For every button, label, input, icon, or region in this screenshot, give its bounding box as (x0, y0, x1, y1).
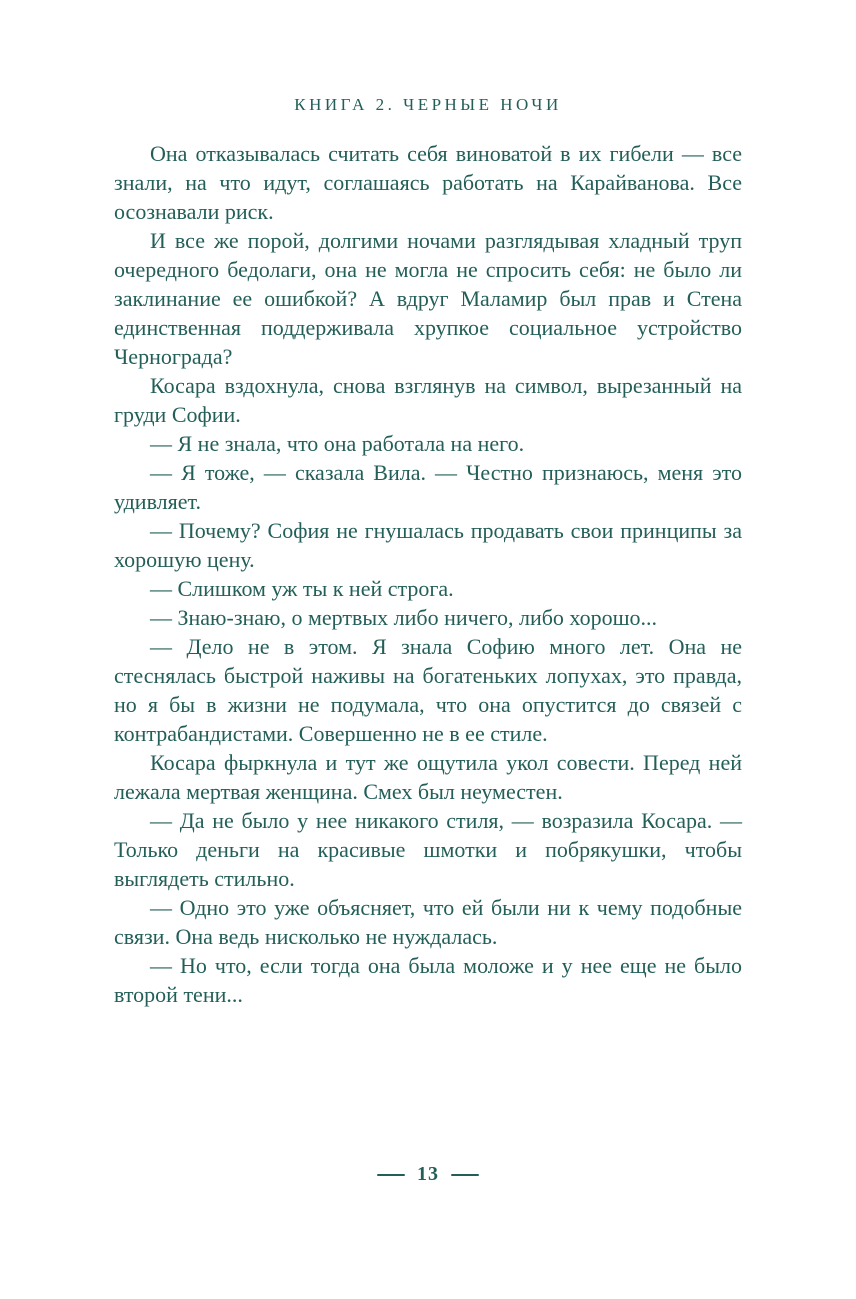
page-footer (0, 1163, 856, 1186)
footer-left-rule (377, 1174, 405, 1176)
paragraph: — Дело не в этом. Я знала Софию много лет. Она не стеснялась быстрой наживы на богатеньких лопухах, это правда, но я бы в жизни не подумала, что она опустится до связей с контрабандистами. Совершенно не в ее стиле. (114, 634, 742, 746)
paragraph: Косара вздохнула, снова взглянув на символ, вырезанный на груди Софии. (114, 373, 742, 427)
paragraph: — Да не было у нее никакого стиля, — возразила Косара. — Только деньги на красивые шмотки и побрякушки, чтобы выглядеть стильно. (114, 808, 742, 891)
running-header: КНИГА 2. ЧЕРНЫЕ НОЧИ (294, 95, 562, 114)
body-text (114, 139, 742, 1009)
paragraph: — Но что, если тогда она была моложе и у нее еще не было второй тени... (114, 953, 742, 1007)
paragraph: — Слишком уж ты к ней строга. (150, 576, 454, 601)
paragraph: — Я тоже, — сказала Вила. — Честно признаюсь, меня это удивляет. (114, 460, 742, 514)
paragraph: Косара фыркнула и тут же ощутила укол совести. Перед ней лежала мертвая женщина. Смех был неуместен. (114, 750, 742, 804)
paragraph: — Я не знала, что она работала на него. (150, 431, 525, 456)
paragraph: И все же порой, долгими ночами разглядывая хладный труп очередного бедолаги, она не могла не спросить себя: не было ли заклинание ее ошибкой? А вдруг Маламир был прав и Стена единственная поддерживала хрупкое социальное устройство Чернограда? (114, 228, 742, 369)
paragraph: Она отказывалась считать себя виноватой в их гибели — все знали, на что идут, соглашаясь работать на Карайванова. Все осознавали риск. (114, 141, 742, 224)
paragraph: — Одно это уже объясняет, что ей были ни к чему подобные связи. Она ведь нисколько не нуждалась. (114, 895, 742, 949)
page-number: 13 (417, 1163, 439, 1185)
paragraph: — Почему? София не гнушалась продавать свои принципы за хорошую цену. (114, 518, 742, 572)
paragraph: — Знаю-знаю, о мертвых либо ничего, либо хорошо... (150, 605, 658, 630)
footer-right-rule (451, 1174, 479, 1176)
